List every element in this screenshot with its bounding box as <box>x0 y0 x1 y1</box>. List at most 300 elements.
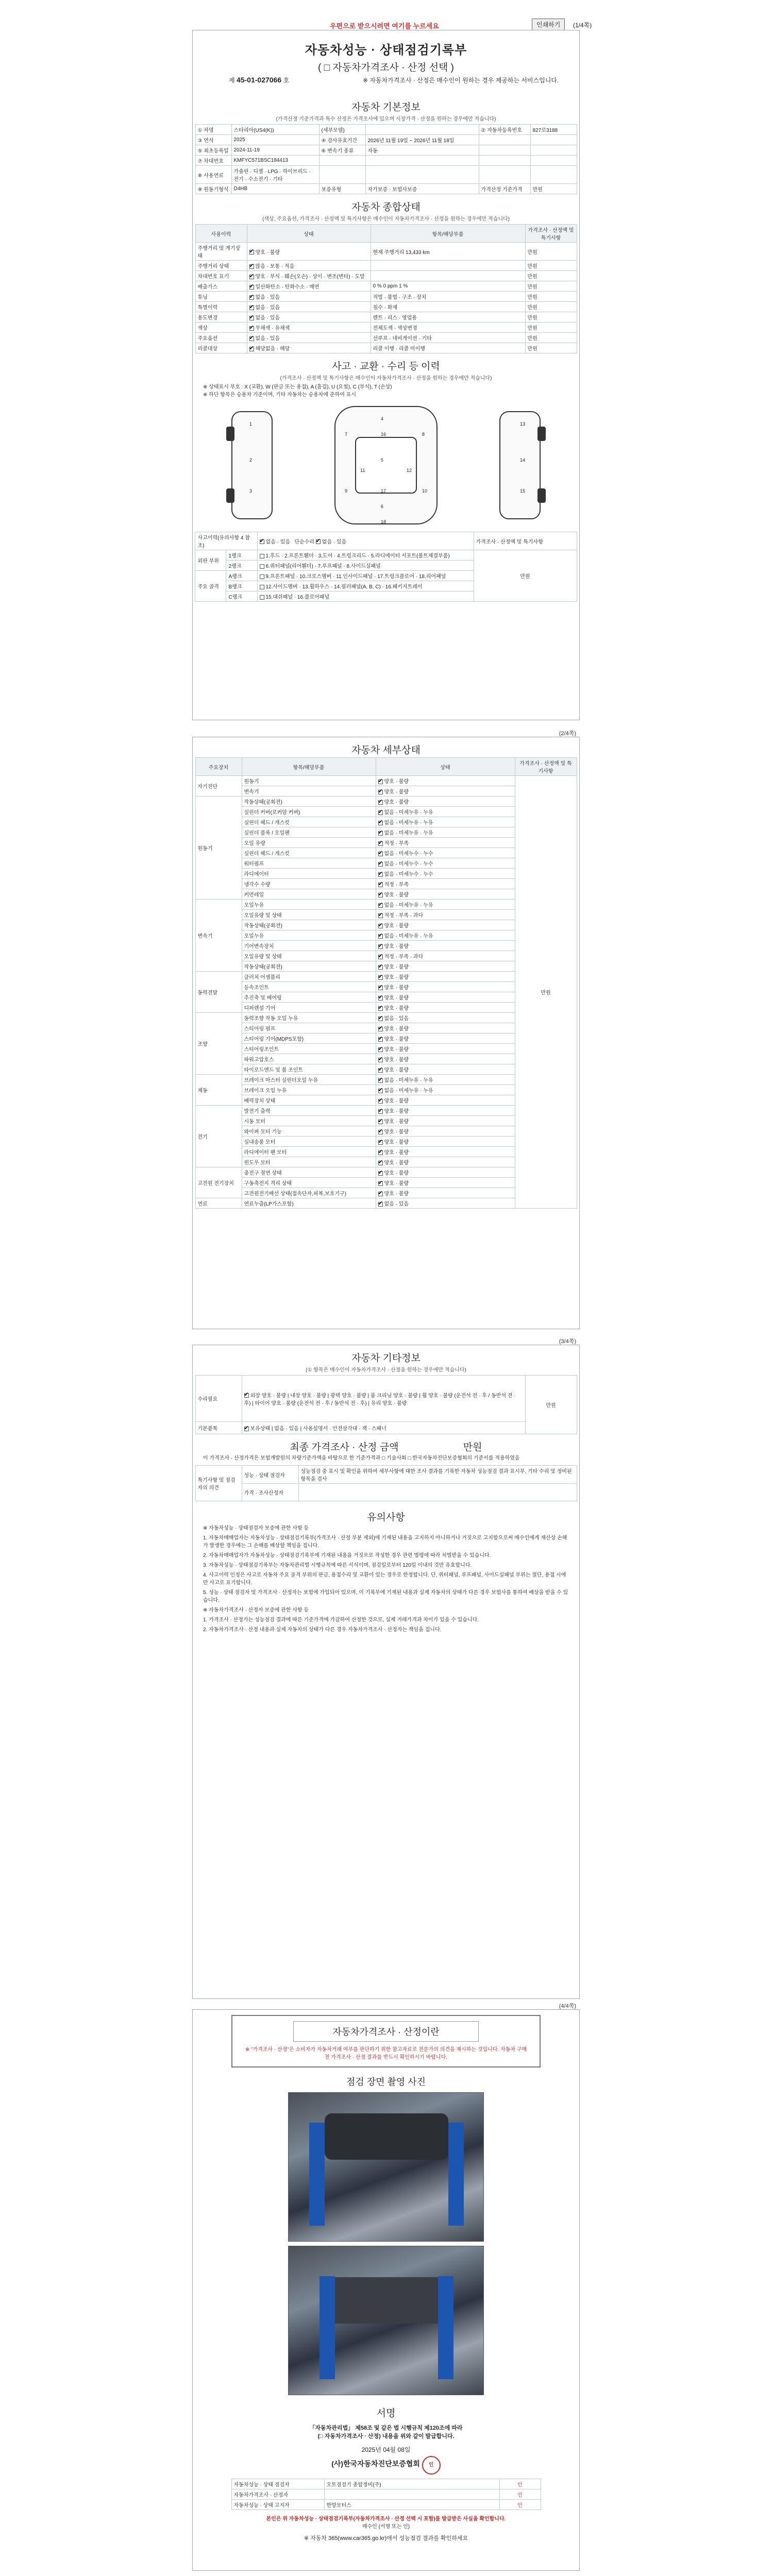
rank-grade: C랭크 <box>226 591 257 602</box>
detail-state <box>376 982 515 992</box>
checkbox-icon[interactable] <box>378 821 383 825</box>
detail-state-text: 양호 · 불량 <box>384 1037 409 1042</box>
signature-role: 자동차가격조사 · 산정자 <box>231 2489 324 2500</box>
detail-state <box>376 1023 515 1033</box>
rank-grade: 1랭크 <box>226 550 257 561</box>
detail-state-text: 양호 · 불량 <box>384 800 409 805</box>
basic-value-2 <box>365 156 479 166</box>
checkbox-icon[interactable] <box>378 841 383 846</box>
detail-col-3: 상태 <box>376 758 515 776</box>
overall-detail: 현재 주행거리 13,433 km <box>371 243 525 261</box>
rank-items <box>257 591 474 602</box>
detail-state <box>376 920 515 930</box>
overall-state-text: 없음 · 있음 <box>255 336 280 342</box>
checkbox-icon[interactable] <box>378 1047 383 1052</box>
detail-state <box>376 951 515 961</box>
signature-name: 오토점검기 종합정비(주) <box>324 2479 499 2489</box>
detail-state <box>376 807 515 817</box>
simple-repair-value: 없음 · 있음 <box>322 539 347 545</box>
checkbox-icon[interactable] <box>249 250 254 255</box>
detail-item: 클러치 어셈블리 <box>242 972 376 982</box>
checkbox-icon[interactable] <box>260 595 264 600</box>
detail-state <box>376 1188 515 1198</box>
page-2 <box>192 731 580 1329</box>
checkbox-icon[interactable] <box>378 1130 383 1134</box>
overall-price: 만원 <box>525 261 577 271</box>
detail-state-text: 양호 · 불량 <box>384 1181 409 1187</box>
detail-item: 연료누출(LP가스포함) <box>242 1198 376 1209</box>
detail-state <box>376 889 515 900</box>
overall-col-item: 사용이력 <box>195 225 247 243</box>
checkbox-icon[interactable] <box>260 539 264 544</box>
basic-key-3 <box>479 166 530 184</box>
basic-value-2: 자가보증 · 보험사보증 <box>365 184 479 194</box>
detail-item: 타이로드엔드 및 볼 조인트 <box>242 1064 376 1075</box>
overall-item: 주요옵션 <box>195 333 247 343</box>
checkbox-icon[interactable] <box>378 1202 383 1207</box>
detail-item: 실린더 커버(로커암 커버) <box>242 807 376 817</box>
detail-state-text: 양호 · 불량 <box>384 944 409 950</box>
group-label: 주요 골격 <box>195 571 226 602</box>
detail-state-text: 없음 · 미세누유 · 누유 <box>384 810 433 816</box>
signature-row <box>231 2500 541 2510</box>
checkbox-icon[interactable] <box>378 924 383 928</box>
diagram-part-number: 9 <box>345 488 348 494</box>
checkbox-icon[interactable] <box>378 996 383 1001</box>
detail-item: 변속기 <box>242 786 376 796</box>
overall-state-text: 일산화탄소 · 탄화수소 · 매연 <box>255 284 320 290</box>
other-heading: 자동차 기타정보 <box>351 1353 421 1364</box>
detail-item: 스티어링 펌프 <box>242 1023 376 1033</box>
accident-heading: 사고 · 교환 · 수리 등 이력 <box>332 361 440 372</box>
checkbox-icon[interactable] <box>378 1006 383 1011</box>
overall-row <box>195 302 577 312</box>
car-damage-diagram <box>195 401 577 530</box>
final-row <box>195 1484 577 1501</box>
notes-body <box>193 1524 579 1634</box>
detail-item: 작동상태(공회전) <box>242 796 376 807</box>
checkbox-icon[interactable] <box>260 585 264 589</box>
wheel-icon <box>537 427 546 441</box>
car-underside <box>325 2277 448 2324</box>
detail-state-text: 없음 · 미세누유 · 누유 <box>384 903 433 908</box>
lift-post <box>309 2123 325 2226</box>
basic-key-2 <box>319 156 365 166</box>
detail-item: 커먼레일 <box>242 889 376 900</box>
checkbox-icon[interactable] <box>378 1078 383 1083</box>
detail-item: 와이퍼 모터 기능 <box>242 1126 376 1137</box>
detail-state-text: 없음 · 있음 <box>384 1016 409 1022</box>
receiver-sign: 매수인 (서명 또는 인) <box>362 2524 410 2530</box>
checkbox-icon[interactable] <box>378 1037 383 1042</box>
final-key-2: 가격 · 조사산정자 <box>242 1484 298 1501</box>
detail-item: 브레이크 마스터 실린더오일 누유 <box>242 1075 376 1085</box>
rank-items <box>257 571 474 581</box>
signature-stamp-cell <box>499 2479 541 2489</box>
basic-key: ① 차명 <box>195 125 231 135</box>
overall-state-text: 없음 · 있음 <box>255 315 280 321</box>
detail-item: 라디에이터 팬 모터 <box>242 1147 376 1157</box>
rank-items-text: 15.대쉬패널 · 16.플로어패널 <box>265 595 330 600</box>
basic-value-3 <box>530 145 577 156</box>
checkbox-icon[interactable] <box>244 1393 249 1398</box>
detail-price: 만원 <box>515 776 577 1209</box>
detail-state <box>376 1157 515 1167</box>
basic-key: ⑧ 사용연료 <box>195 166 231 184</box>
detail-state-text: 양호 · 불량 <box>384 1047 409 1053</box>
overall-detail <box>371 271 525 281</box>
basic-value: 가솔린 · 디젤 · LPG · 하이브리드 · 전기 · 수소전기 · 기타 <box>231 166 319 184</box>
detail-group: 자기진단 <box>195 776 242 796</box>
detail-item: 작동상태(공회전) <box>242 920 376 930</box>
checkbox-icon[interactable] <box>249 326 254 331</box>
checkbox-icon[interactable] <box>378 1068 383 1073</box>
final-unit: 만원 <box>463 1442 482 1453</box>
basic-value-3 <box>530 166 577 184</box>
lift-post <box>438 2276 453 2379</box>
final-heading <box>193 1439 579 1453</box>
checkbox-icon[interactable] <box>378 872 383 877</box>
checkbox-icon[interactable] <box>378 913 383 918</box>
checkbox-icon[interactable] <box>378 1099 383 1104</box>
checkbox-icon[interactable] <box>249 347 254 351</box>
rank-items-text: 1.후드 · 2.프론트휀더 · 3.도어 · 4.트렁크리드 · 5.라디에이터 서포트(볼트체결부품) <box>265 553 450 559</box>
price-assessment-body: ※ "가격조사 · 산정"은 소비자가 자동차거래 여부를 판단하기 위한 참고자료로 전문가의 의견을 제시하는 것입니다. 자동차 구매 전 가격조사 · 산정 결과를 반드시 확인하시기 바랍니다. <box>245 2047 527 2060</box>
overall-note: (색상, 주요옵션, 가격조사 · 산정액 및 특기사항은 매수인이 자동차가격조사 · 산정을 원하는 경우에만 적습니다) <box>262 216 510 222</box>
checkbox-icon[interactable] <box>378 1171 383 1176</box>
overall-row <box>195 292 577 302</box>
page-indicator: (1/4쪽) <box>573 22 592 29</box>
checkbox-icon[interactable] <box>249 285 254 290</box>
detail-state <box>376 858 515 869</box>
detail-state <box>376 930 515 941</box>
checkbox-icon[interactable] <box>378 852 383 856</box>
detail-state <box>376 1116 515 1126</box>
checkbox-icon[interactable] <box>378 1109 383 1114</box>
other-price: 만원 <box>525 1376 577 1434</box>
checkbox-icon[interactable] <box>249 336 254 341</box>
other-table <box>195 1375 577 1434</box>
basic-row <box>195 166 577 184</box>
checkbox-icon[interactable] <box>378 1161 383 1165</box>
checkbox-icon[interactable] <box>378 955 383 959</box>
checkbox-icon[interactable] <box>249 275 254 279</box>
accident-history-value <box>257 532 474 550</box>
detail-state <box>376 1126 515 1137</box>
rank-items-text: 12.사이드멤버 · 13.휠하우스 · 14.필러패널(A, B, C) · 16.패키지트레이 <box>265 584 423 590</box>
page-2-number: (2/4쪽) <box>559 731 576 737</box>
final-value: 성능점검 중 표시 및 확인을 위하여 세부사항에 대한 조사 결과를 기록한 자동차 성능점검 결과 표시부, 기타 수리 및 정비된 항목을 검사 <box>298 1466 577 1484</box>
checkbox-icon[interactable] <box>378 779 383 784</box>
checkbox-icon[interactable] <box>249 316 254 320</box>
inspection-photo-1 <box>288 2092 484 2242</box>
other-group: 기본품목 <box>195 1422 242 1434</box>
detail-row <box>195 776 577 786</box>
overall-col-state: 상태 <box>247 225 371 243</box>
issuer-org-name: (사)한국자동차진단보증협회 <box>331 2460 420 2468</box>
detail-item: 실린더 헤드 / 개스킷 <box>242 848 376 858</box>
price-assessment-info-box <box>231 2015 541 2067</box>
signature-row <box>231 2479 541 2489</box>
detail-state <box>376 796 515 807</box>
detail-state <box>376 1095 515 1106</box>
accident-legend-1: ※ 상태표시 부호 : X (교환), W (판금 또는 용접), A (흠집), U (요철), C (부식), T (손상) <box>203 384 392 390</box>
checkbox-icon[interactable] <box>260 554 264 558</box>
issuer-org <box>193 2456 579 2475</box>
overall-state <box>247 271 371 281</box>
detail-state <box>376 1003 515 1013</box>
detail-item: 워터펌프 <box>242 858 376 869</box>
basic-value: D4HB <box>231 184 319 194</box>
rank-price: 만원 <box>474 550 577 602</box>
doc-no-suffix: 호 <box>283 77 290 84</box>
overall-item: 주행거리 및 계기상태 <box>195 243 247 261</box>
checkbox-icon[interactable] <box>378 944 383 949</box>
detail-item: 오일누유 <box>242 930 376 941</box>
overall-row <box>195 261 577 271</box>
checkbox-icon[interactable] <box>378 934 383 939</box>
detail-item: 추진축 및 베어링 <box>242 992 376 1003</box>
diagram-part-number: 5 <box>381 457 384 463</box>
detail-item: 배력장치 상태 <box>242 1095 376 1106</box>
checkbox-icon[interactable] <box>378 862 383 867</box>
overall-item: 용도변경 <box>195 312 247 323</box>
overall-row <box>195 271 577 281</box>
overall-item: 배출가스 <box>195 281 247 292</box>
checkbox-icon[interactable] <box>378 1027 383 1031</box>
checkbox-icon[interactable] <box>378 1016 383 1021</box>
checkbox-icon[interactable] <box>249 264 254 269</box>
other-group: 수리필요 <box>195 1376 242 1422</box>
accident-table <box>195 532 577 602</box>
detail-state-text: 없음 · 미세누유 · 누유 <box>384 820 433 826</box>
detail-state <box>376 879 515 889</box>
seal-stamp-icon: 인 <box>517 2493 523 2498</box>
diagram-part-number: 18 <box>381 519 386 524</box>
checkbox-icon[interactable] <box>378 975 383 980</box>
other-items <box>242 1422 525 1434</box>
receive-confirmation: 본인은 위 자동차성능 · 상태점검기록부(자동차가격조사 · 산정 선택 시 포함)를 발급받은 사실을 확인합니다. <box>266 2516 506 2522</box>
wheel-icon <box>226 427 234 441</box>
rank-grade: B랭크 <box>226 581 257 591</box>
basic-key: ③ 연식 <box>195 135 231 145</box>
detail-state-text: 양호 · 불량 <box>384 1006 409 1011</box>
detail-state-text: 없음 · 미세누유 · 누유 <box>384 831 433 836</box>
checkbox-icon[interactable] <box>378 883 383 887</box>
detail-state-text: 양호 · 불량 <box>384 1109 409 1114</box>
overall-price: 만원 <box>525 271 577 281</box>
detail-item: 파워고압호스 <box>242 1054 376 1064</box>
diagram-part-number: 7 <box>345 432 348 437</box>
basic-key-3: 가격산정 기준가격 <box>479 184 530 194</box>
detail-state-text: 양호 · 불량 <box>384 1129 409 1135</box>
detail-state <box>376 1137 515 1147</box>
price-assessment-title: 자동차가격조사 · 산정이란 <box>293 2021 479 2042</box>
checkbox-icon[interactable] <box>378 810 383 815</box>
accident-legend-2: ※ 하단 항목은 승용차 기준이며, 기타 자동차는 승용차에 준하여 표시 <box>203 392 356 398</box>
accident-history-text: 없음 · 있음 <box>265 539 291 545</box>
mail-notice-link[interactable]: 우편으로 받으시려면 여기를 누르세요 <box>330 22 439 30</box>
signature-heading: 서명 <box>376 2408 396 2419</box>
detail-state-text: 양호 · 불량 <box>384 1026 409 1032</box>
rank-items <box>257 561 474 571</box>
rank-items-text: 6.쿼터패널(리어휀더) · 7.루프패널 · 8.사이드실패널 <box>265 564 381 569</box>
detail-state <box>376 848 515 858</box>
detail-item: 발전기 출력 <box>242 1106 376 1116</box>
overall-row <box>195 333 577 343</box>
overall-price: 만원 <box>525 243 577 261</box>
print-button[interactable]: 인쇄하기 <box>532 19 565 30</box>
basic-row <box>195 135 577 145</box>
detail-state-text: 적정 · 부족 <box>384 841 409 846</box>
detail-item: 실내송풍 모터 <box>242 1137 376 1147</box>
checkbox-icon[interactable] <box>378 1150 383 1155</box>
other-row <box>195 1376 577 1422</box>
checkbox-icon[interactable] <box>378 986 383 990</box>
detail-item: 실린더 블록 / 오일팬 <box>242 827 376 838</box>
checkbox-icon[interactable] <box>249 295 254 300</box>
checkbox-icon[interactable] <box>378 1181 383 1186</box>
overall-item: 색상 <box>195 323 247 333</box>
overall-price: 만원 <box>525 323 577 333</box>
basic-key-3: ② 자동차등록번호 <box>479 125 530 135</box>
checkbox-icon[interactable] <box>378 903 383 908</box>
basic-info-heading: 자동차 기본정보 <box>351 102 421 113</box>
checkbox-icon[interactable] <box>378 893 383 897</box>
diagram-part-number: 12 <box>407 468 412 473</box>
checkbox-icon[interactable] <box>249 306 254 310</box>
detail-state <box>376 838 515 848</box>
checkbox-icon[interactable] <box>316 539 321 544</box>
overall-heading: 자동차 종합상태 <box>351 202 421 213</box>
detail-group: 고전원 전기장치 <box>195 1167 242 1198</box>
checkbox-icon[interactable] <box>244 1427 249 1431</box>
page-3 <box>192 1338 580 1999</box>
diagram-part-number: 15 <box>520 488 526 494</box>
car-roof <box>355 437 417 494</box>
checkbox-icon[interactable] <box>378 800 383 805</box>
note-paragraph: 4. 사고이력 인정은 사고로 자동차 주요 골격 부위의 판금, 용접수리 및 교환이 있는 경우로 한정합니다. 단, 쿼터패널, 루프패널, 사이드실패널 부위는 절단, 용접 시에만 사고로 표기합니다. <box>203 1572 566 1586</box>
detail-state-text: 양호 · 불량 <box>384 892 409 898</box>
basic-key-3 <box>479 145 530 156</box>
overall-item: 튜닝 <box>195 292 247 302</box>
checkbox-icon[interactable] <box>378 1140 383 1145</box>
inspection-photo-2 <box>288 2246 484 2395</box>
detail-item: 오일유량 및 상태 <box>242 951 376 961</box>
overall-state-text: 무채색 · 유채색 <box>255 326 290 331</box>
detail-state <box>376 817 515 827</box>
basic-row <box>195 125 577 135</box>
basic-key: ⑦ 차대번호 <box>195 156 231 166</box>
basic-value-3 <box>530 156 577 166</box>
final-key: 특기사항 및 점검자의 의견 <box>195 1466 242 1501</box>
detail-state-text: 양호 · 불량 <box>384 1098 409 1104</box>
detail-item: 라디에이터 <box>242 869 376 879</box>
basic-row <box>195 156 577 166</box>
rank-items <box>257 581 474 591</box>
detail-state-text: 양호 · 불량 <box>384 1067 409 1073</box>
detail-item: 윈도우 모터 <box>242 1157 376 1167</box>
detail-state-text: 양호 · 불량 <box>384 779 409 785</box>
detail-state <box>376 1085 515 1095</box>
checkbox-icon[interactable] <box>378 965 383 970</box>
signature-name: 한방모터스 <box>324 2500 499 2510</box>
rank-items <box>257 550 474 561</box>
detail-col-2: 항목/해당부품 <box>242 758 376 776</box>
checkbox-icon[interactable] <box>378 831 383 836</box>
diagram-part-number: 6 <box>381 504 384 509</box>
detail-group: 변속기 <box>195 900 242 972</box>
overall-state <box>247 343 371 353</box>
detail-state-text: 양호 · 불량 <box>384 789 409 795</box>
overall-row <box>195 312 577 323</box>
diagram-part-number: 14 <box>520 457 526 463</box>
basic-value-3: 827로3188 <box>530 125 577 135</box>
detail-state <box>376 786 515 796</box>
checkbox-icon[interactable] <box>260 564 264 569</box>
basic-value-2 <box>365 166 479 184</box>
diagram-part-number: 11 <box>360 468 365 473</box>
detail-group: 연료 <box>195 1198 242 1209</box>
checkbox-icon[interactable] <box>260 574 264 579</box>
diagram-part-number: 2 <box>249 457 253 463</box>
detail-state <box>376 972 515 982</box>
detail-group: 조향 <box>195 1013 242 1075</box>
detail-item: 오일 유량 <box>242 838 376 848</box>
rank-grade: A랭크 <box>226 571 257 581</box>
detail-state <box>376 1054 515 1064</box>
basic-value-2: 자동 <box>365 145 479 156</box>
overall-detail: 리콜 이행 · 리콜 미이행 <box>371 343 525 353</box>
overall-col-price: 가격조사 · 산정액 및 특기사항 <box>525 225 577 243</box>
overall-row <box>195 243 577 261</box>
detail-state-text: 양호 · 불량 <box>384 985 409 991</box>
diagram-part-number: 1 <box>249 421 253 427</box>
checkbox-icon[interactable] <box>378 1058 383 1062</box>
page-4-number: (4/4쪽) <box>559 2003 576 2009</box>
top-bar <box>0 0 773 29</box>
detail-item: 원동기 <box>242 776 376 786</box>
lift-post <box>320 2276 335 2379</box>
checkbox-icon[interactable] <box>378 1120 383 1124</box>
overall-state <box>247 292 371 302</box>
overall-item: 주행거리 상태 <box>195 261 247 271</box>
checkbox-icon[interactable] <box>378 1089 383 1093</box>
detail-state <box>376 1033 515 1044</box>
detail-state-text: 없음 · 미세누수 · 누수 <box>384 851 433 857</box>
detail-state-text: 없음 · 미세누유 · 누유 <box>384 1088 433 1094</box>
detail-col-4: 가격조사 · 산정액 및 특기사항 <box>515 758 577 776</box>
final-row <box>195 1466 577 1484</box>
seal-stamp-icon: 인 <box>422 2456 441 2475</box>
basic-value: 2024-11-19 <box>231 145 319 156</box>
basic-key-2: ④ 검사유효기간 <box>319 135 365 145</box>
checkbox-icon[interactable] <box>378 790 383 794</box>
other-items-text: 보유상태 | 없음 · 있음 | 사용설명서 · 안전삼각대 · 잭 · 스패너 <box>250 1426 386 1432</box>
doc-no-label: 제 <box>229 77 235 84</box>
detail-item: 오일유량 및 상태 <box>242 910 376 920</box>
basic-value: 2025 <box>231 135 319 145</box>
detail-item: 브레이크 오일 누유 <box>242 1085 376 1095</box>
checkbox-icon[interactable] <box>378 1192 383 1196</box>
detail-item: 고전원전기배선 상태(접속단자,피복,보호기구) <box>242 1188 376 1198</box>
diagram-part-number: 13 <box>520 421 526 427</box>
overall-detail: 선루프 · 네비게이션 · 기타 <box>371 333 525 343</box>
wheel-icon <box>537 488 546 503</box>
document-number <box>229 76 289 84</box>
overall-item: 특별이력 <box>195 302 247 312</box>
detail-group: 전기 <box>195 1106 242 1167</box>
